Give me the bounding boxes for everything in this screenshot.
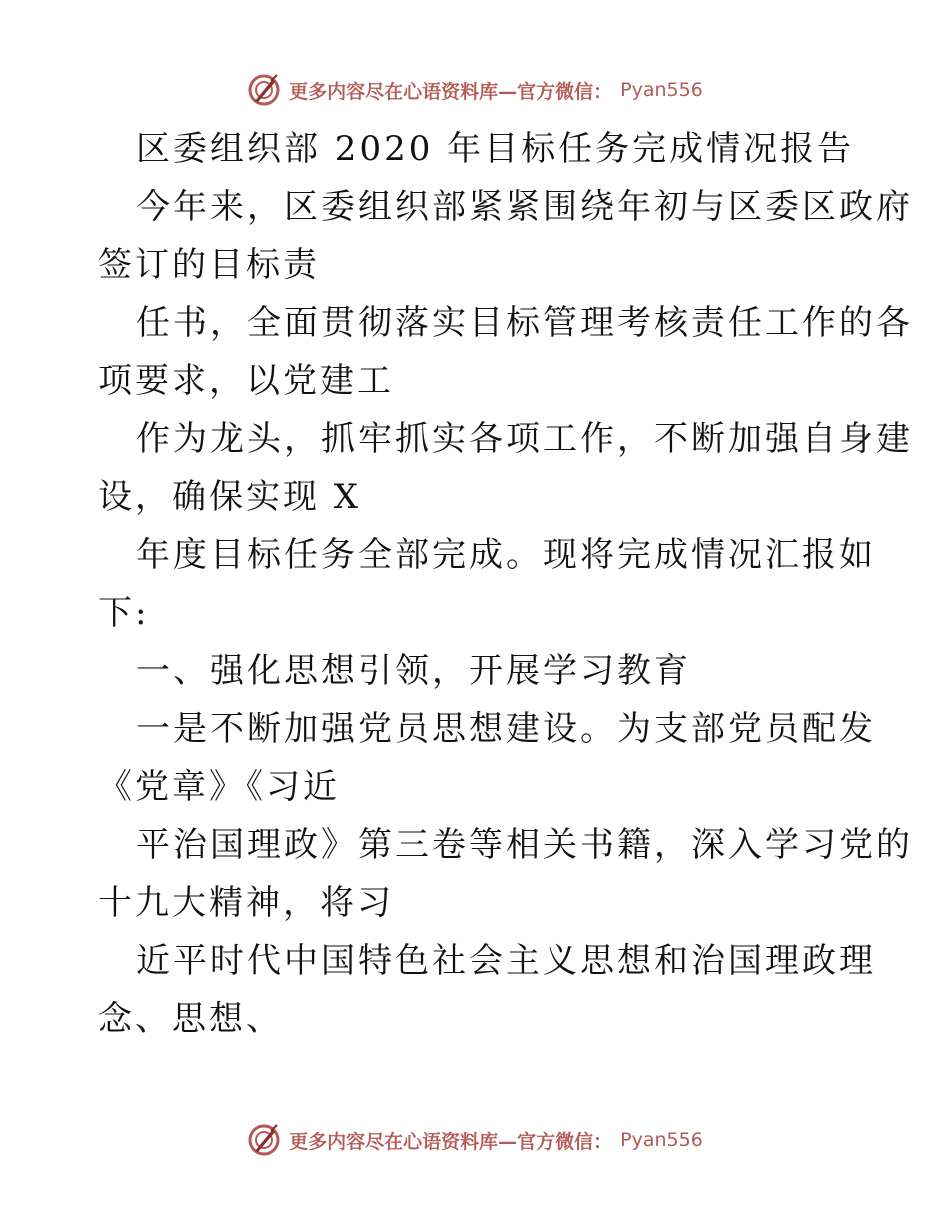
document-body (98, 120, 913, 1048)
watermark-wechat-id: Pyan556 (620, 79, 703, 101)
text-line: 今年来，区委组织部紧紧围绕年初与区委区政府 (136, 187, 913, 227)
text-line: 近平时代中国特色社会主义思想和治国理政理 (136, 941, 876, 981)
quill-pen-logo-icon (247, 73, 281, 107)
footer-watermark (0, 1120, 950, 1160)
text-line: 平治国理政》第三卷等相关书籍，深入学习党的 (136, 825, 913, 865)
text-line: 下: (98, 593, 150, 633)
watermark-text: 更多内容尽在心语资料库—官方微信： (289, 1130, 613, 1153)
text-line: 设，确保实现 X (98, 477, 362, 517)
text-line: 十九大精神，将习 (98, 883, 394, 923)
text-line: 《党章》《习近 (98, 767, 340, 807)
watermark-wechat-id: Pyan556 (620, 1129, 703, 1151)
text-line: 区委组织部 2020 年目标任务完成情况报告 (136, 129, 855, 169)
text-line: 任书，全面贯彻落实目标管理考核责任工作的各 (136, 303, 913, 343)
text-line: 作为龙头，抓牢抓实各项工作，不断加强自身建 (136, 419, 913, 459)
text-line: 项要求，以党建工 (98, 361, 394, 401)
quill-pen-logo-icon (247, 1123, 281, 1157)
watermark-text: 更多内容尽在心语资料库—官方微信： (289, 80, 613, 103)
text-line: 念、思想、 (98, 999, 283, 1039)
text-line: 一是不断加强党员思想建设。为支部党员配发 (136, 709, 876, 749)
header-watermark (0, 70, 950, 110)
text-line: 年度目标任务全部完成。现将完成情况汇报如 (136, 535, 876, 575)
text-line: 签订的目标责 (98, 245, 320, 285)
text-line: 一、强化思想引领，开展学习教育 (136, 651, 691, 691)
